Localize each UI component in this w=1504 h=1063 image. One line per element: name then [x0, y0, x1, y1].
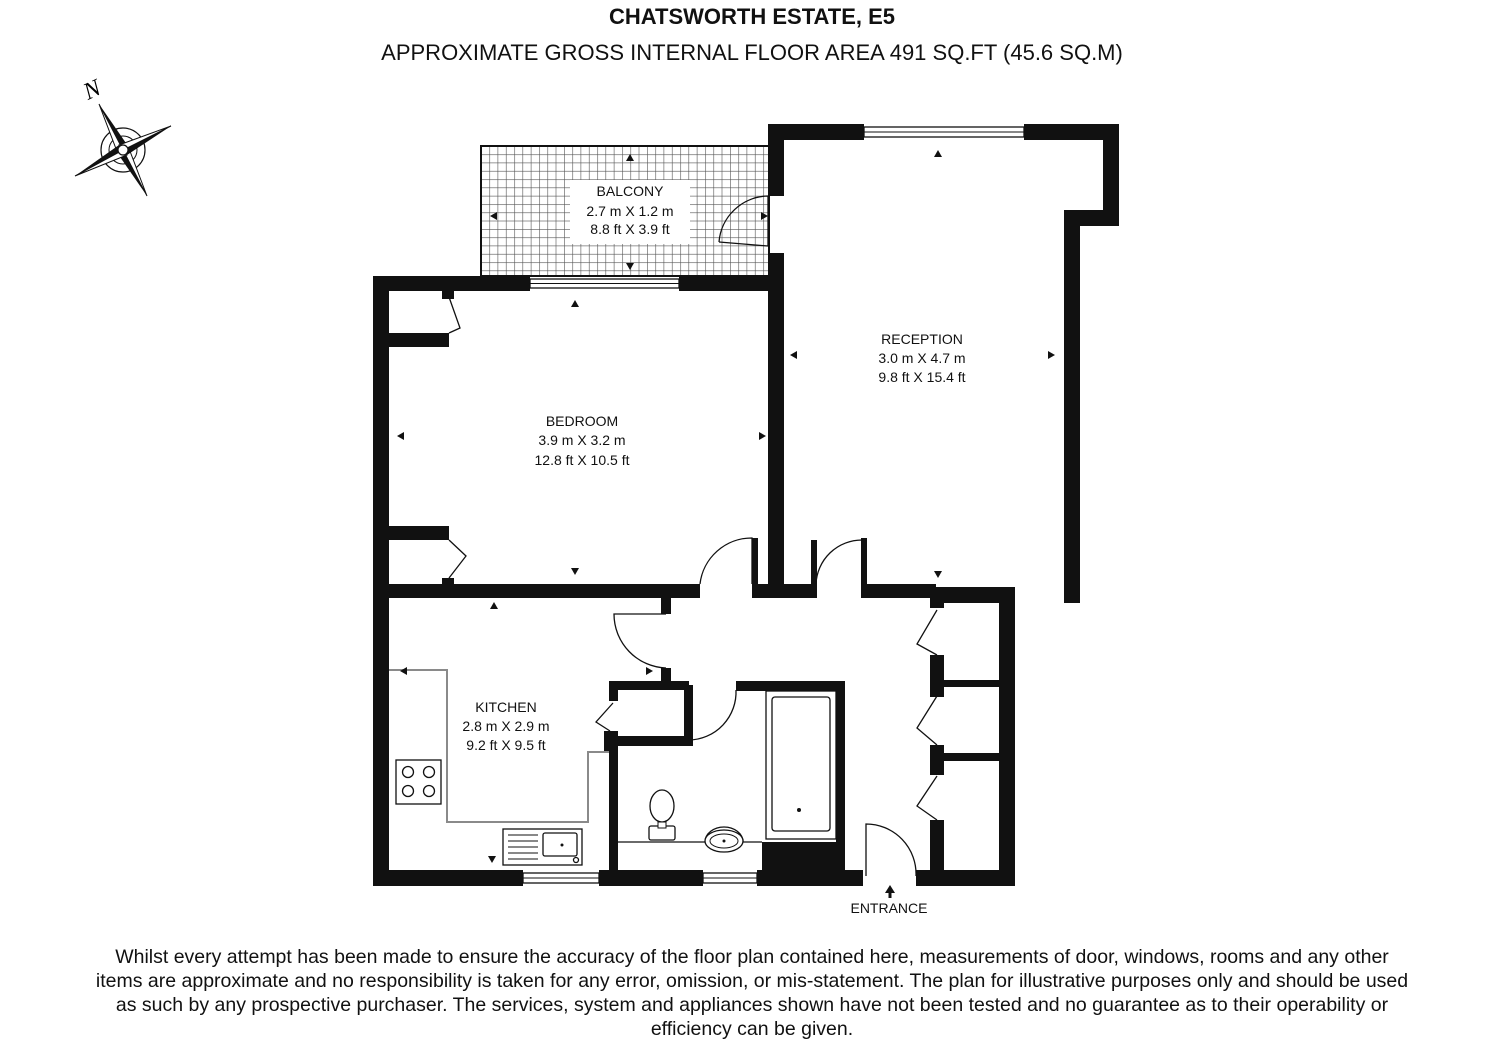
room-label-balcony	[586, 183, 673, 237]
room-imperial: 9.8 ft X 15.4 ft	[878, 369, 966, 385]
room-label-reception	[878, 331, 965, 385]
floor-area-subtitle: APPROXIMATE GROSS INTERNAL FLOOR AREA 491 SQ.FT (45.6 SQ.M)	[381, 40, 1123, 65]
room-name: RECEPTION	[881, 331, 963, 347]
compass-rose-icon	[75, 104, 171, 196]
room-metric: 2.8 m X 2.9 m	[462, 718, 550, 734]
entrance-label: ENTRANCE	[850, 900, 928, 916]
room-name: BALCONY	[596, 183, 664, 199]
toilet-icon	[649, 790, 675, 840]
room-name: KITCHEN	[475, 699, 537, 715]
room-name: BEDROOM	[545, 413, 619, 429]
room-imperial: 12.8 ft X 10.5 ft	[534, 452, 630, 468]
doors	[449, 196, 937, 876]
room-imperial: 9.2 ft X 9.5 ft	[466, 737, 546, 753]
compass-north-label: N	[79, 75, 106, 106]
room-label-bedroom	[535, 413, 630, 468]
room-metric: 3.0 m X 4.7 m	[878, 350, 966, 366]
hob-icon	[396, 760, 441, 804]
plan-title: CHATSWORTH ESTATE, E5	[609, 4, 895, 29]
bathtub-icon	[766, 691, 836, 839]
basin-icon	[705, 827, 743, 852]
entrance-arrow-icon	[885, 885, 895, 898]
disclaimer-text: Whilst every attempt has been made to ensure the accuracy of the floor plan contained here, measurements of door, windows, rooms and any other items are approximate and no responsibility is taken for any error, omission, or mis-statement. The plan for illustrative purposes only and should be used as such by any prospective purchaser. The services, system and appliances shown have not been tested and no guarantee as to their operability or efficiency can be given.	[95, 946, 1409, 1040]
room-label-kitchen	[462, 699, 549, 753]
room-metric: 2.7 m X 1.2 m	[586, 203, 674, 219]
room-metric: 3.9 m X 3.2 m	[538, 432, 626, 448]
kitchen-sink-icon	[503, 829, 582, 865]
room-imperial: 8.8 ft X 3.9 ft	[590, 221, 670, 237]
